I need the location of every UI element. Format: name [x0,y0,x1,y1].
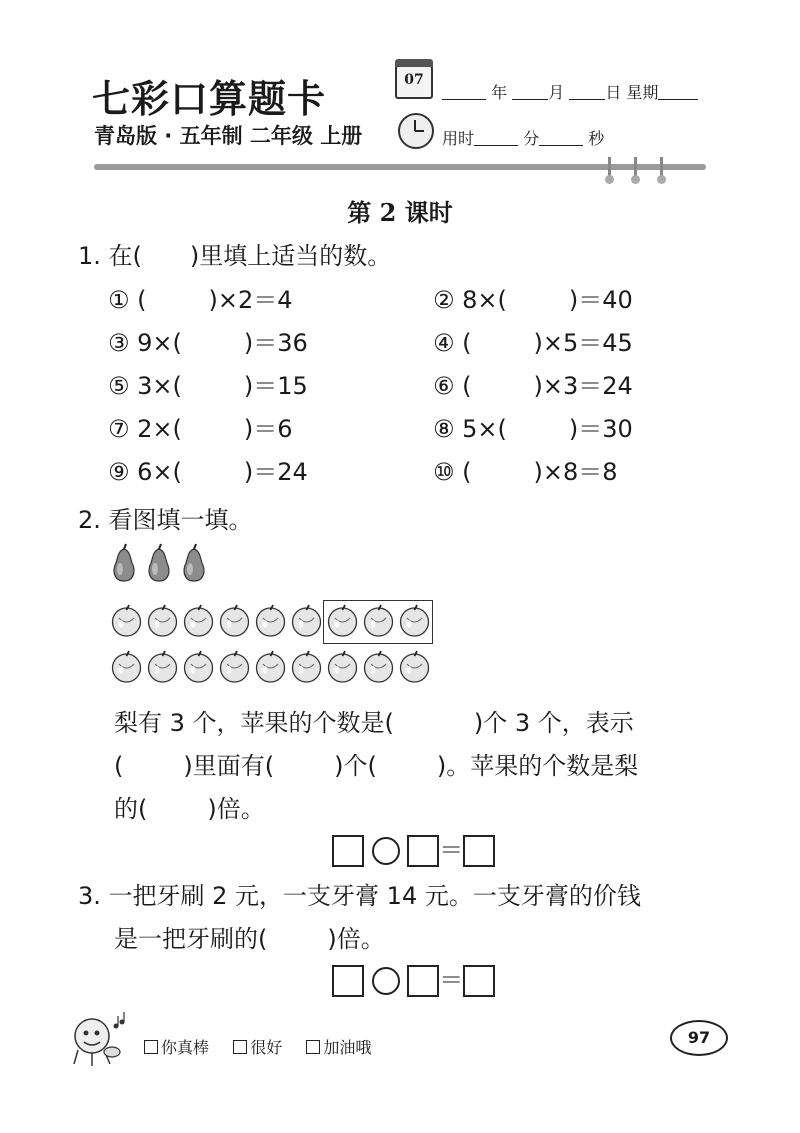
date-fill-line [442,80,698,103]
q2-line-1: 梨有 3 个，苹果的个数是( )个 3 个，表示 [114,709,634,737]
q2-line-3: 的( )倍。 [114,795,265,823]
apple-icon [110,650,143,683]
apple-icon [146,604,179,637]
apple-row [110,650,434,696]
equation-box[interactable] [407,835,439,867]
weekday-blank[interactable] [658,85,698,100]
brand-title: 七彩口算题卡 [92,76,327,121]
q3-line-2: 是一把牙刷的( )倍。 [114,925,385,953]
second-label: 秒 [588,129,605,148]
rating-option[interactable]: 加油哦 [306,1038,371,1057]
equation-box[interactable] [463,965,495,997]
calendar-day: 07 [404,72,424,88]
operator-circle[interactable] [372,837,400,865]
q1-item-4: ④ ( )×5＝45 [433,329,633,357]
apple-icon [362,650,395,683]
q1-item-9: ⑨ 6×( )＝24 [108,458,308,486]
apple-icon [326,650,359,683]
year-label: 年 [491,83,508,102]
q3-equation: ＝ [332,960,495,997]
month-label: 月 [548,83,565,102]
rating-options [144,1035,371,1058]
time-used-label: 用时 [442,129,475,148]
q1-item-3: ③ 9×( )＝36 [108,329,308,357]
apple-group-frame [323,600,433,644]
q2-title: 2. 看图填一填。 [78,506,253,534]
q1-item-2: ② 8×( )＝40 [433,286,633,314]
apple-icon [398,650,431,683]
q1-item-6: ⑥ ( )×3＝24 [433,372,633,400]
apple-icon [290,650,323,683]
day-blank[interactable] [569,85,605,100]
q1-item-1: ① ( )×2＝4 [108,286,293,314]
day-label: 日 [605,83,622,102]
pear-icon [108,543,140,583]
rating-option[interactable]: 你真棒 [144,1038,209,1057]
q2-line-2: ( )里面有( )个( )。苹果的个数是梨 [114,752,639,780]
equation-box[interactable] [407,965,439,997]
year-blank[interactable] [442,85,486,100]
clock-icon [398,113,434,149]
mascot-icon [68,1008,134,1070]
pear-icon [178,543,210,583]
apple-icon [182,604,215,637]
apple-icon [218,650,251,683]
minute-blank[interactable] [474,131,518,146]
checkbox[interactable] [306,1040,320,1054]
apple-icon [146,650,179,683]
pear-icon [143,543,175,583]
divider-pin-icon [660,157,663,179]
equation-box[interactable] [332,965,364,997]
time-fill-line [442,126,604,149]
divider-pin-icon [608,157,611,179]
rating-option[interactable]: 很好 [233,1038,282,1057]
apple-icon [290,604,323,637]
q3-line-1: 3. 一把牙刷 2 元，一支牙膏 14 元。一支牙膏的价钱 [78,882,641,910]
q1-item-10: ⑩ ( )×8＝8 [433,458,618,486]
lesson-title: 第 2 课时 [347,198,453,227]
apple-icon [254,650,287,683]
checkbox[interactable] [233,1040,247,1054]
q1-item-5: ⑤ 3×( )＝15 [108,372,308,400]
header-divider [94,164,706,170]
q1-item-8: ⑧ 5×( )＝30 [433,415,633,443]
edition-label: 青岛版 · 五年制 二年级 上册 [94,124,363,148]
page-number: 97 [670,1020,728,1056]
apple-icon [254,604,287,637]
apple-icon [182,650,215,683]
second-blank[interactable] [539,131,583,146]
pear-group [108,543,213,587]
apple-icon [218,604,251,637]
minute-label: 分 [523,129,540,148]
equation-box[interactable] [463,835,495,867]
q1-item-7: ⑦ 2×( )＝6 [108,415,293,443]
apple-icon [110,604,143,637]
calendar-icon [395,65,433,99]
q1-title: 1. 在( )里填上适当的数。 [78,242,392,270]
weekday-label: 星期 [626,83,659,102]
equation-box[interactable] [332,835,364,867]
divider-pin-icon [634,157,637,179]
month-blank[interactable] [512,85,548,100]
q2-equation: ＝ [332,830,495,867]
checkbox[interactable] [144,1040,158,1054]
operator-circle[interactable] [372,967,400,995]
